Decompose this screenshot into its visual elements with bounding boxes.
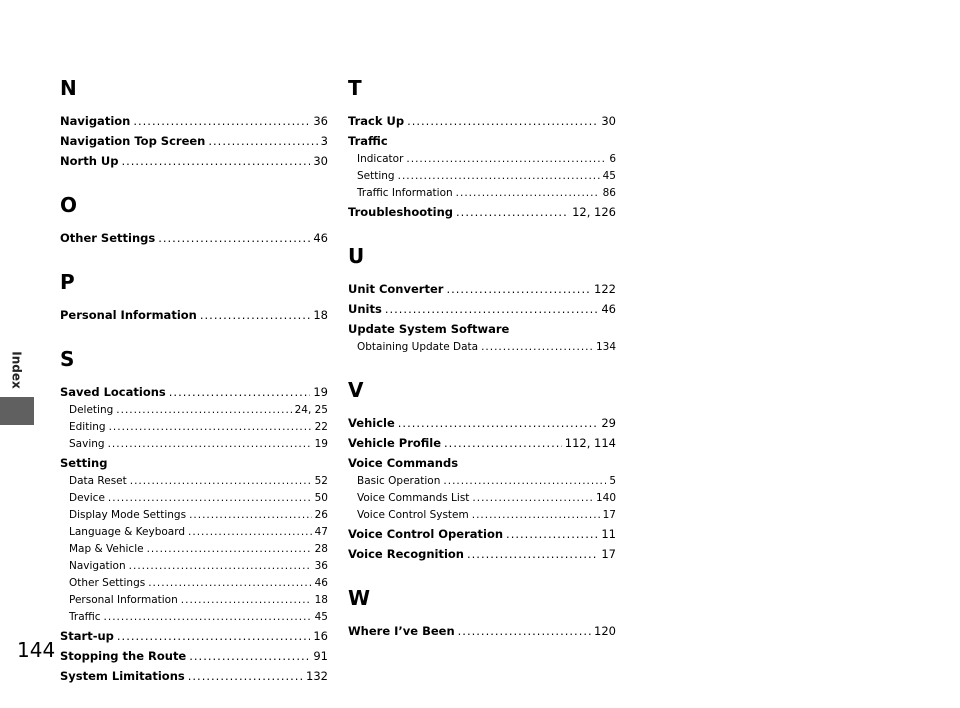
- entry-term: Setting: [60, 456, 108, 470]
- index-tab-marker: [0, 397, 34, 425]
- dot-leader: [398, 413, 599, 433]
- index-entry[interactable]: [348, 433, 616, 453]
- entry-page-ref[interactable]: 6: [609, 153, 616, 165]
- index-entry[interactable]: [348, 168, 616, 185]
- entry-term: Navigation: [69, 560, 126, 572]
- entry-term: Troubleshooting: [348, 205, 454, 219]
- index-entry[interactable]: [60, 609, 328, 626]
- entry-page-ref[interactable]: 24, 25: [294, 404, 328, 416]
- dot-leader: [446, 279, 591, 299]
- index-entry[interactable]: [348, 507, 616, 524]
- entry-term: Personal Information: [60, 308, 197, 322]
- entry-term: Data Reset: [69, 475, 127, 487]
- entry-term: Stopping the Route: [60, 649, 187, 663]
- entry-page-ref[interactable]: 134: [595, 341, 616, 353]
- entry-term: Navigation Top Screen: [60, 134, 206, 148]
- index-entry[interactable]: [348, 151, 616, 168]
- section-letter: S: [60, 347, 75, 371]
- index-entry[interactable]: [348, 185, 616, 202]
- section-letter: O: [60, 193, 78, 217]
- dot-leader: [117, 626, 310, 646]
- entry-page-ref[interactable]: 86: [602, 187, 616, 199]
- entry-page-ref[interactable]: 26: [314, 509, 328, 521]
- dot-leader: [108, 490, 312, 507]
- index-entry[interactable]: [60, 131, 328, 151]
- entry-term: Other Settings: [69, 577, 146, 589]
- dot-leader: [104, 609, 312, 626]
- index-entry[interactable]: [348, 299, 616, 319]
- entry-term: Display Mode Settings: [69, 509, 187, 521]
- index-entry[interactable]: [348, 202, 616, 222]
- entry-term: Voice Commands: [348, 456, 459, 470]
- index-section: [60, 347, 328, 686]
- index-entry[interactable]: [348, 621, 616, 641]
- entry-page-ref[interactable]: 122: [594, 282, 616, 296]
- side-tab-label: [0, 345, 34, 395]
- entry-page-ref[interactable]: 46: [601, 302, 616, 316]
- entry-term: Voice Recognition: [348, 547, 464, 561]
- entry-page-ref[interactable]: 18: [314, 594, 328, 606]
- entry-term: Traffic: [69, 611, 101, 623]
- index-entry[interactable]: [348, 111, 616, 131]
- index-entry[interactable]: [348, 473, 616, 490]
- index-entry[interactable]: [60, 436, 328, 453]
- dot-leader: [208, 131, 317, 151]
- entry-term: North Up: [60, 154, 119, 168]
- dot-leader: [467, 544, 598, 564]
- index-entry[interactable]: [348, 413, 616, 433]
- entry-page-ref[interactable]: 50: [314, 492, 328, 504]
- entry-term: Personal Information: [69, 594, 178, 606]
- entry-page-ref[interactable]: 19: [314, 438, 328, 450]
- entry-term: Units: [348, 302, 382, 316]
- entry-term: Indicator: [357, 153, 404, 165]
- index-entry[interactable]: [60, 111, 328, 131]
- entry-term: System Limitations: [60, 669, 185, 683]
- index-entry[interactable]: [348, 490, 616, 507]
- dot-leader: [407, 111, 598, 131]
- entry-page-ref[interactable]: 30: [313, 154, 328, 168]
- index-entry[interactable]: [348, 319, 616, 339]
- index-column-right: [348, 76, 616, 663]
- index-entry[interactable]: [60, 419, 328, 436]
- index-section: [60, 76, 328, 171]
- section-letter: U: [348, 244, 365, 268]
- entry-page-ref[interactable]: 11: [601, 527, 616, 541]
- entry-page-ref[interactable]: 17: [602, 509, 616, 521]
- entry-page-ref[interactable]: 45: [314, 611, 328, 623]
- dot-leader: [456, 202, 569, 222]
- section-letter: W: [348, 586, 371, 610]
- index-entry[interactable]: [348, 524, 616, 544]
- entry-page-ref[interactable]: 5: [609, 475, 616, 487]
- index-entry[interactable]: [60, 558, 328, 575]
- dot-leader: [506, 524, 598, 544]
- dot-leader: [472, 507, 600, 524]
- dot-leader: [189, 646, 310, 666]
- dot-leader: [385, 299, 599, 319]
- section-letter: N: [60, 76, 77, 100]
- entry-term: Voice Control System: [357, 509, 469, 521]
- entry-page-ref[interactable]: 16: [313, 629, 328, 643]
- dot-leader: [189, 507, 312, 524]
- dot-leader: [458, 621, 591, 641]
- index-section: [348, 244, 616, 356]
- index-entry[interactable]: [60, 524, 328, 541]
- entry-term: Saved Locations: [60, 385, 166, 399]
- dot-leader: [181, 592, 312, 609]
- dot-leader: [456, 185, 600, 202]
- dot-leader: [406, 151, 606, 168]
- dot-leader: [443, 473, 606, 490]
- entry-page-ref[interactable]: 112, 114: [564, 436, 616, 450]
- index-section: [60, 270, 328, 325]
- index-section: [60, 193, 328, 248]
- entry-page-ref[interactable]: 28: [314, 543, 328, 555]
- entry-term: Start-up: [60, 629, 114, 643]
- index-section: [348, 586, 616, 641]
- entry-term: Obtaining Update Data: [357, 341, 479, 353]
- entry-term: Vehicle Profile: [348, 436, 442, 450]
- entry-page-ref[interactable]: 46: [314, 577, 328, 589]
- entry-page-ref[interactable]: 19: [313, 385, 328, 399]
- dot-leader: [444, 433, 562, 453]
- dot-leader: [129, 558, 312, 575]
- index-entry[interactable]: [60, 453, 328, 473]
- entry-page-ref[interactable]: 46: [313, 231, 328, 245]
- index-column-left: [60, 76, 328, 708]
- index-entry[interactable]: [60, 575, 328, 592]
- index-entry[interactable]: [348, 279, 616, 299]
- index-entry[interactable]: [60, 228, 328, 248]
- entry-term: Where I’ve Been: [348, 624, 455, 638]
- entry-page-ref[interactable]: 52: [314, 475, 328, 487]
- dot-leader: [200, 305, 311, 325]
- section-letter: T: [348, 76, 362, 100]
- dot-leader: [188, 666, 303, 686]
- index-entry[interactable]: [348, 453, 616, 473]
- index-entry[interactable]: [348, 131, 616, 151]
- entry-term: Saving: [69, 438, 105, 450]
- entry-page-ref[interactable]: 91: [313, 649, 328, 663]
- section-letter: V: [348, 378, 364, 402]
- entry-term: Vehicle: [348, 416, 395, 430]
- entry-term: Setting: [357, 170, 395, 182]
- dot-leader: [147, 541, 312, 558]
- entry-page-ref[interactable]: 140: [595, 492, 616, 504]
- dot-leader: [188, 524, 312, 541]
- entry-page-ref[interactable]: 29: [601, 416, 616, 430]
- index-entry[interactable]: [60, 473, 328, 490]
- section-letter: P: [60, 270, 75, 294]
- entry-page-ref[interactable]: 45: [602, 170, 616, 182]
- index-entry[interactable]: [60, 507, 328, 524]
- dot-leader: [148, 575, 311, 592]
- dot-leader: [121, 151, 310, 171]
- entry-term: Voice Commands List: [357, 492, 470, 504]
- index-entry[interactable]: [348, 339, 616, 356]
- index-entry[interactable]: [60, 490, 328, 507]
- index-entry[interactable]: [60, 151, 328, 171]
- entry-term: Language & Keyboard: [69, 526, 186, 538]
- entry-term: Basic Operation: [357, 475, 441, 487]
- index-entry[interactable]: [60, 541, 328, 558]
- dot-leader: [398, 168, 600, 185]
- entry-term: Navigation: [60, 114, 131, 128]
- dot-leader: [133, 111, 310, 131]
- dot-leader: [116, 402, 291, 419]
- index-section: [348, 378, 616, 564]
- index-entry[interactable]: [60, 666, 328, 686]
- entry-page-ref[interactable]: 36: [313, 114, 328, 128]
- entry-term: Update System Software: [348, 322, 510, 336]
- entry-term: Device: [69, 492, 105, 504]
- entry-term: Voice Control Operation: [348, 527, 504, 541]
- entry-term: Editing: [69, 421, 106, 433]
- entry-page-ref[interactable]: 47: [314, 526, 328, 538]
- index-entry[interactable]: [60, 592, 328, 609]
- entry-term: Other Settings: [60, 231, 156, 245]
- dot-leader: [109, 419, 312, 436]
- dot-leader: [108, 436, 312, 453]
- entry-page-ref[interactable]: 30: [601, 114, 616, 128]
- entry-page-ref[interactable]: 22: [314, 421, 328, 433]
- entry-term: Traffic: [348, 134, 388, 148]
- index-entry[interactable]: [60, 626, 328, 646]
- entry-page-ref[interactable]: 132: [306, 669, 328, 683]
- index-entry[interactable]: [348, 544, 616, 564]
- entry-term: Track Up: [348, 114, 405, 128]
- index-entry[interactable]: [60, 305, 328, 325]
- index-entry[interactable]: [60, 382, 328, 402]
- dot-leader: [158, 228, 310, 248]
- dot-leader: [472, 490, 593, 507]
- index-entry[interactable]: [60, 402, 328, 419]
- entry-term: Unit Converter: [348, 282, 444, 296]
- entry-page-ref[interactable]: 36: [314, 560, 328, 572]
- entry-page-ref[interactable]: 17: [601, 547, 616, 561]
- index-entry[interactable]: [60, 646, 328, 666]
- entry-page-ref[interactable]: 3: [320, 134, 328, 148]
- dot-leader: [481, 339, 593, 356]
- side-tab-label-text: Index: [10, 351, 25, 389]
- entry-term: Deleting: [69, 404, 114, 416]
- entry-term: Traffic Information: [357, 187, 453, 199]
- page-number: 144: [17, 638, 56, 662]
- entry-page-ref[interactable]: 120: [594, 624, 616, 638]
- dot-leader: [169, 382, 311, 402]
- index-section: [348, 76, 616, 222]
- entry-page-ref[interactable]: 12, 126: [572, 205, 616, 219]
- entry-term: Map & Vehicle: [69, 543, 144, 555]
- entry-page-ref[interactable]: 18: [313, 308, 328, 322]
- dot-leader: [130, 473, 312, 490]
